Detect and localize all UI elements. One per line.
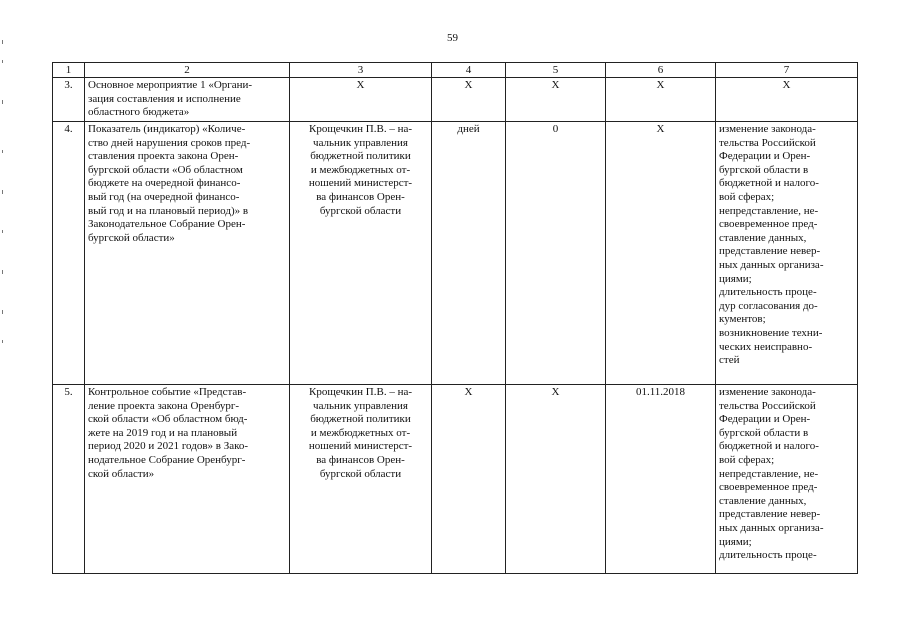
- header-cell: 7: [716, 63, 858, 78]
- page-number: 59: [447, 32, 458, 44]
- item-name-line: ставления проекта закона Орен-: [88, 150, 239, 163]
- responsible-cell: [290, 385, 432, 574]
- responsible-line: и межбюджетных от-: [310, 426, 411, 439]
- responsible-line: Х: [356, 79, 365, 91]
- item-name-line: Законодательное Собрание Орен-: [88, 218, 246, 231]
- risks-line: представление невер-: [719, 508, 821, 521]
- risks-line: тельства Российской: [719, 136, 816, 149]
- item-name-line: ской области «Об областном бюд-: [88, 413, 248, 426]
- responsible-line: ва финансов Орен-: [316, 453, 405, 466]
- risks-line: ческих неисправно-: [719, 340, 813, 353]
- responsible-line: ношений министерст-: [308, 440, 413, 453]
- item-name-line: областного бюджета»: [88, 106, 190, 119]
- risks-line: изменение законода-: [719, 123, 816, 135]
- unit-cell: Х: [432, 78, 506, 122]
- base-value-cell: Х: [506, 78, 606, 122]
- responsible-line: ношений министерст-: [308, 177, 413, 190]
- risks-line: непредставление, не-: [719, 204, 819, 217]
- header-cell: 1: [53, 63, 85, 78]
- header-cell: 2: [85, 63, 290, 78]
- unit-cell: дней: [432, 122, 506, 385]
- risks-line: бюджетной и налого-: [719, 440, 819, 453]
- responsible-line: бюджетной политики: [310, 413, 411, 426]
- item-name-line: вый год и на плановый период)» в: [88, 204, 249, 217]
- risks-line: изменение законода-: [719, 386, 816, 398]
- date-cell: 01.11.2018: [606, 385, 716, 574]
- risks-cell: [716, 78, 858, 122]
- risks-line: кументов;: [719, 313, 766, 326]
- table-header-row: [53, 63, 858, 78]
- risks-line: стей: [719, 354, 740, 367]
- responsible-line: Крощечкин П.В. – на-: [308, 123, 413, 135]
- item-name-line: ление проекта закона Оренбург-: [88, 399, 240, 412]
- item-name-line: жете на 2019 год и на плановый: [88, 426, 238, 439]
- item-name-line: бюджете на очередной финансо-: [88, 177, 241, 190]
- risks-line: длительность проце-: [719, 549, 817, 562]
- risks-line: своевременное пред-: [719, 218, 818, 231]
- scan-edge-marks: [2, 40, 6, 370]
- risks-line: возникновение техни-: [719, 326, 823, 339]
- risks-line: циями;: [719, 272, 752, 285]
- risks-line: бургской области в: [719, 426, 809, 439]
- row-number: 3.: [53, 78, 85, 122]
- item-name-line: бургской области «Об областном: [88, 163, 243, 176]
- risks-line: Х: [782, 79, 791, 91]
- risks-line: вой сферах;: [719, 190, 775, 203]
- responsible-line: чальник управления: [313, 399, 408, 412]
- risks-line: ставление данных,: [719, 494, 807, 507]
- item-name-line: Основное мероприятие 1 «Органи-: [88, 79, 253, 91]
- responsible-line: бюджетной политики: [310, 150, 411, 163]
- item-name-line: ство дней нарушения сроков пред-: [88, 136, 251, 149]
- table-row: [53, 78, 858, 122]
- risks-line: ных данных организа-: [719, 521, 824, 534]
- date-cell: Х: [606, 122, 716, 385]
- risks-cell: [716, 122, 858, 385]
- responsible-cell: [290, 78, 432, 122]
- risks-line: бургской области в: [719, 163, 809, 176]
- responsible-line: чальник управления: [313, 136, 408, 149]
- item-name-cell: [85, 122, 290, 385]
- risks-line: вой сферах;: [719, 453, 775, 466]
- responsible-line: Крощечкин П.В. – на-: [308, 386, 413, 398]
- date-cell: Х: [606, 78, 716, 122]
- risks-cell: [716, 385, 858, 574]
- program-table: [52, 62, 858, 574]
- responsible-line: бургской области: [319, 204, 402, 217]
- row-number: 5.: [53, 385, 85, 574]
- risks-line: Федерации и Орен-: [719, 150, 811, 163]
- unit-cell: Х: [432, 385, 506, 574]
- risks-line: своевременное пред-: [719, 481, 818, 494]
- risks-line: ных данных организа-: [719, 258, 824, 271]
- base-value-cell: 0: [506, 122, 606, 385]
- table-row: [53, 385, 858, 574]
- item-name-line: ской области»: [88, 467, 155, 480]
- risks-line: представление невер-: [719, 245, 821, 258]
- risks-line: бюджетной и налого-: [719, 177, 819, 190]
- item-name-line: вый год (на очередной финансо-: [88, 190, 240, 203]
- header-cell: 4: [432, 63, 506, 78]
- item-name-line: Контрольное событие «Представ-: [88, 386, 247, 398]
- table-row: [53, 122, 858, 385]
- item-name-line: зация составления и исполнение: [88, 92, 241, 105]
- item-name-cell: [85, 385, 290, 574]
- risks-line: циями;: [719, 535, 752, 548]
- responsible-line: бургской области: [319, 467, 402, 480]
- risks-line: непредставление, не-: [719, 467, 819, 480]
- responsible-line: и межбюджетных от-: [310, 163, 411, 176]
- responsible-cell: [290, 122, 432, 385]
- risks-line: длительность проце-: [719, 286, 817, 299]
- header-cell: 3: [290, 63, 432, 78]
- header-cell: 6: [606, 63, 716, 78]
- risks-line: ставление данных,: [719, 231, 807, 244]
- item-name-line: бургской области»: [88, 231, 175, 244]
- risks-line: дур согласования до-: [719, 299, 818, 312]
- risks-line: тельства Российской: [719, 399, 816, 412]
- item-name-cell: [85, 78, 290, 122]
- risks-line: Федерации и Орен-: [719, 413, 811, 426]
- item-name-line: нодательное Собрание Оренбург-: [88, 453, 246, 466]
- item-name-line: период 2020 и 2021 годов» в Зако-: [88, 440, 249, 453]
- item-name-line: Показатель (индикатор) «Количе-: [88, 123, 246, 135]
- base-value-cell: Х: [506, 385, 606, 574]
- header-cell: 5: [506, 63, 606, 78]
- row-number: 4.: [53, 122, 85, 385]
- responsible-line: ва финансов Орен-: [316, 190, 405, 203]
